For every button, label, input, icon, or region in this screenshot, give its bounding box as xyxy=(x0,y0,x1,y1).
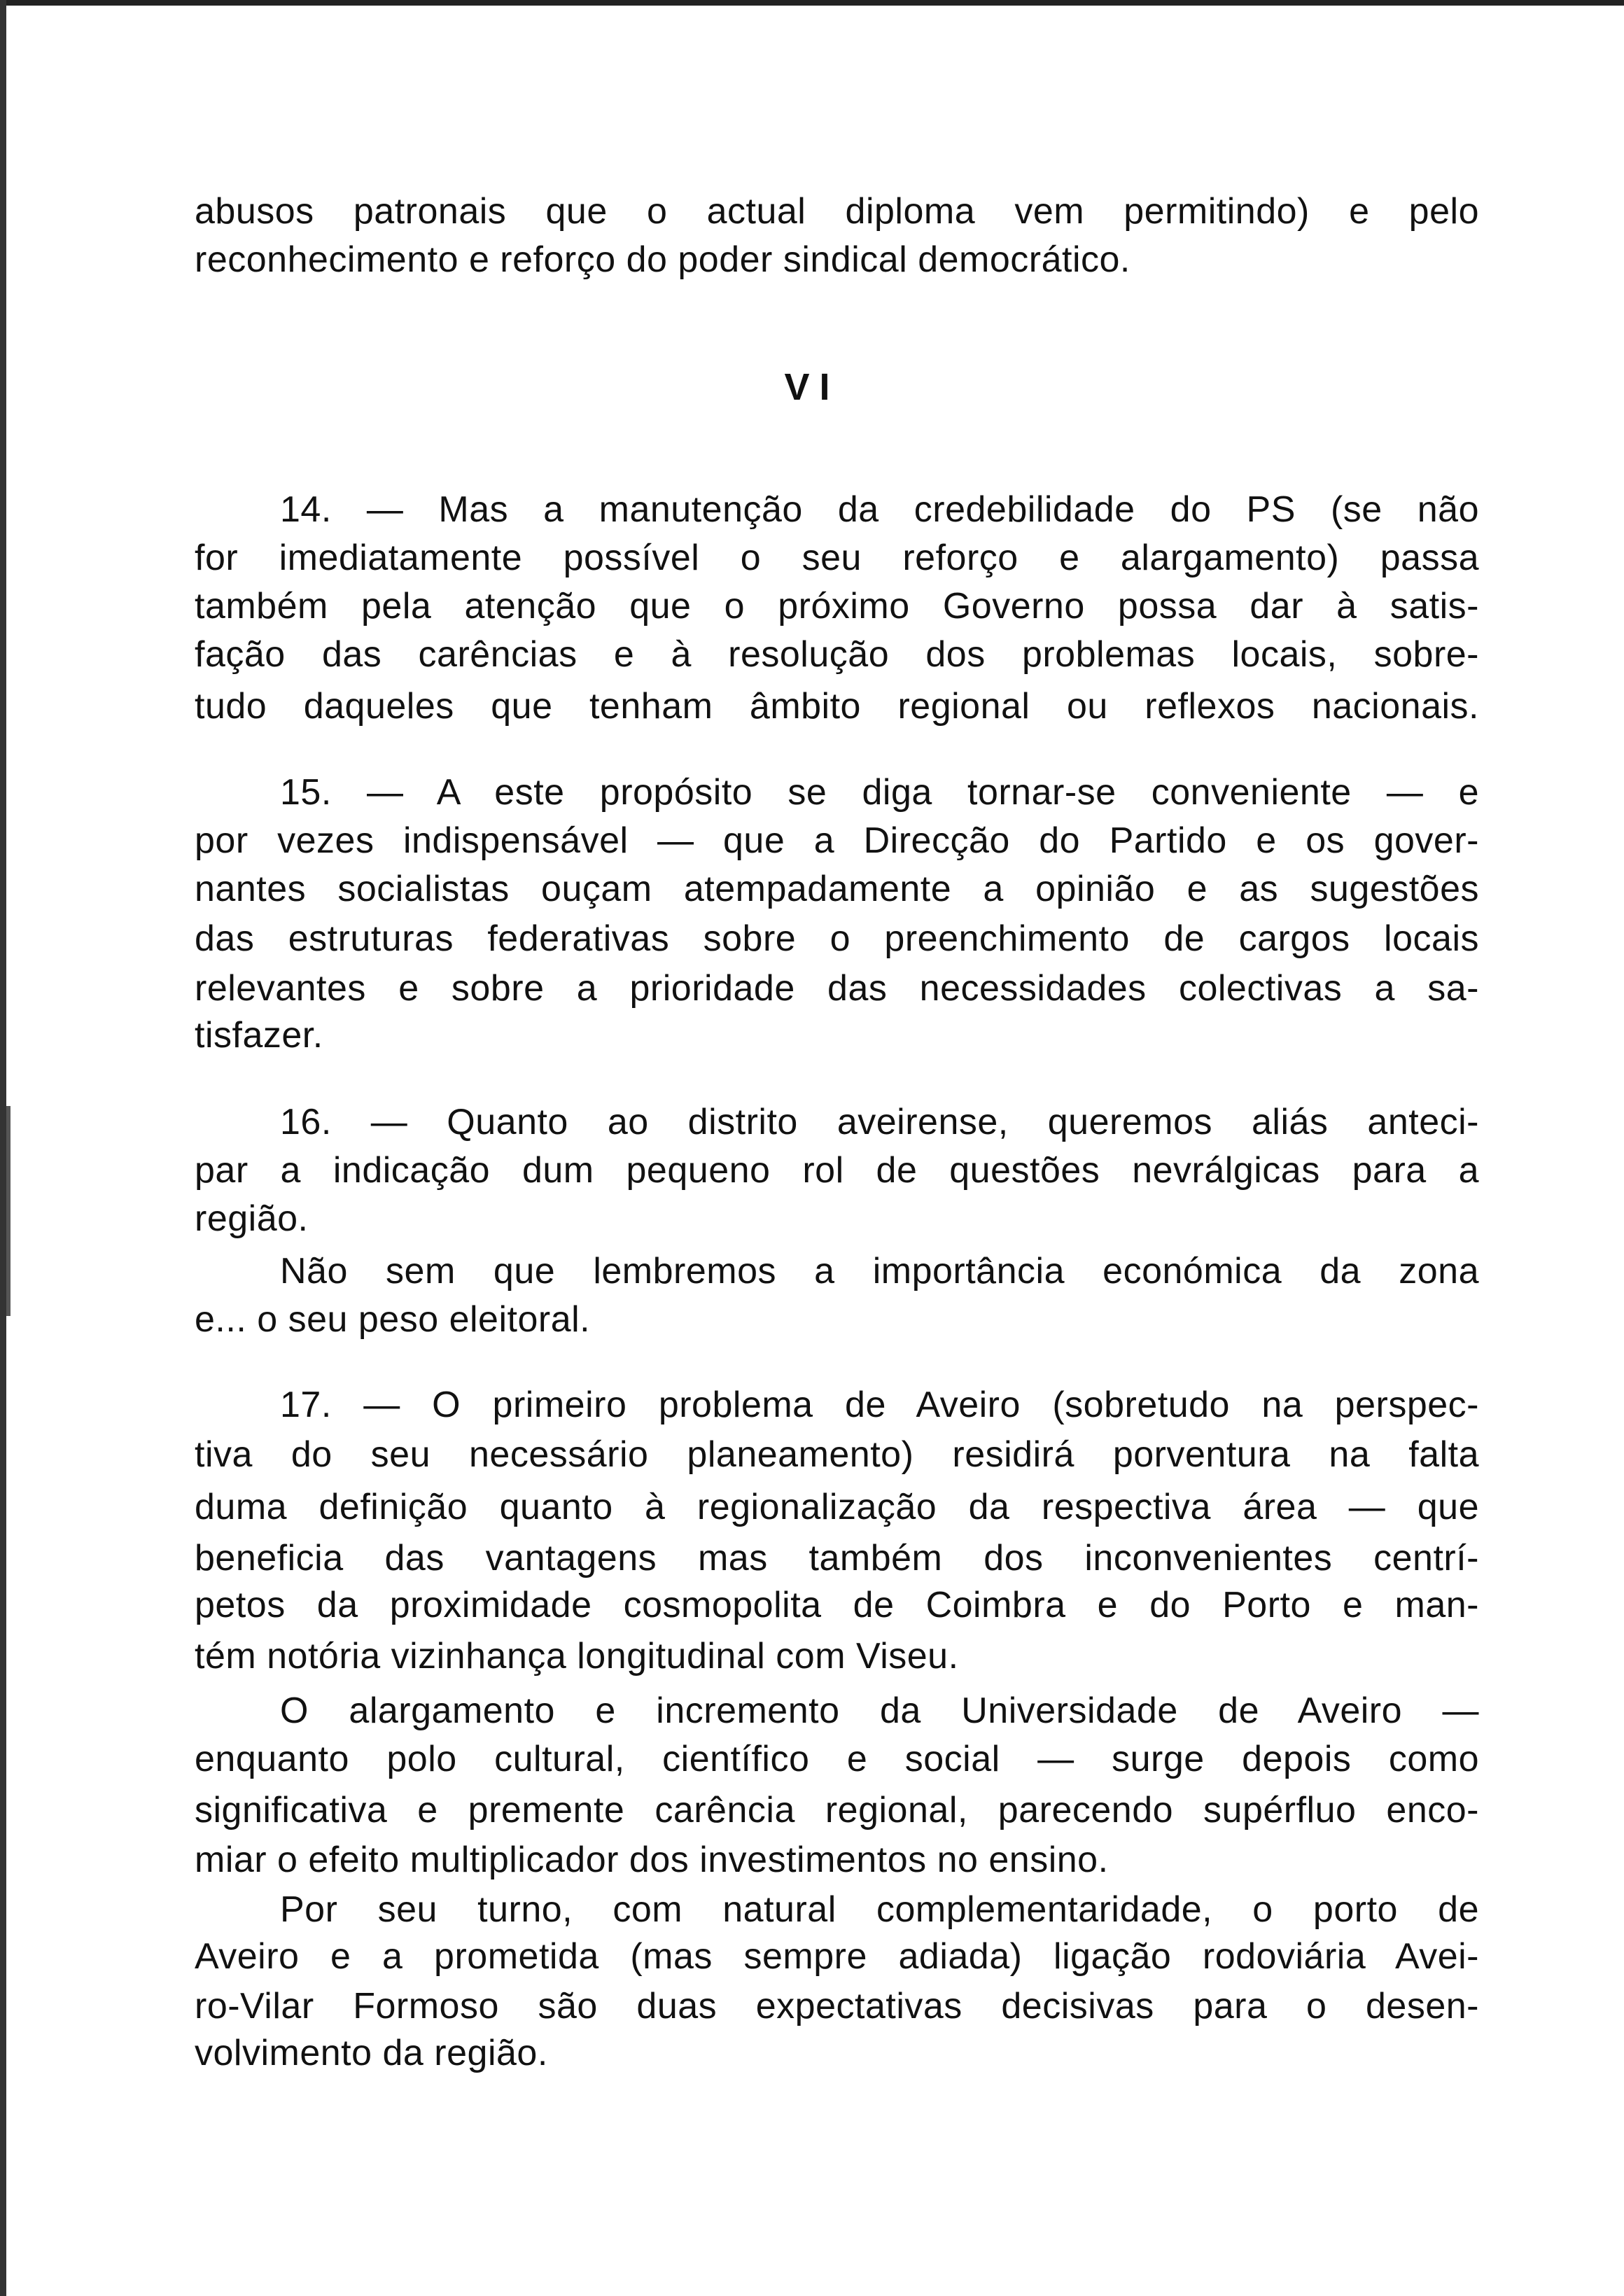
section-heading: VI xyxy=(784,366,840,408)
text-line: reconhecimento e reforço do poder sindical democrático. xyxy=(195,239,1130,280)
text-line: for imediatamente possível o seu reforço e alargamento) passa xyxy=(195,538,1479,578)
text-line: 17. — O primeiro problema de Aveiro (sobretudo na perspec- xyxy=(280,1385,1479,1425)
text-line: duma definição quanto à regionalização da respectiva área — que xyxy=(195,1487,1479,1527)
scan-edge-mark xyxy=(6,1106,10,1316)
text-line: também pela atenção que o próximo Governo possa dar à satis- xyxy=(195,586,1479,626)
scan-edge-top xyxy=(0,0,1624,6)
text-line: Não sem que lembremos a importância económica da zona xyxy=(280,1251,1479,1292)
text-line: 16. — Quanto ao distrito aveirense, queremos aliás anteci- xyxy=(280,1102,1479,1142)
text-line: tém notória vizinhança longitudinal com Viseu. xyxy=(195,1636,959,1676)
text-line: O alargamento e incremento da Universidade de Aveiro — xyxy=(280,1690,1479,1731)
text-line: tiva do seu necessário planeamento) residirá porventura na falta xyxy=(195,1434,1479,1475)
text-line: miar o efeito multiplicador dos investimentos no ensino. xyxy=(195,1840,1109,1880)
text-line: por vezes indispensável — que a Direcção do Partido e os gover- xyxy=(195,820,1479,861)
text-line: tudo daqueles que tenham âmbito regional ou reflexos nacionais. xyxy=(195,686,1479,727)
text-line: região. xyxy=(195,1198,309,1239)
text-line: Por seu turno, com natural complementaridade, o porto de xyxy=(280,1889,1479,1930)
text-line: 15. — A este propósito se diga tornar-se conveniente — e xyxy=(280,772,1479,813)
text-line: relevantes e sobre a prioridade das necessidades colectivas a sa- xyxy=(195,968,1479,1009)
text-line: ro-Vilar Formoso são duas expectativas decisivas para o desen- xyxy=(195,1986,1479,2026)
text-line: beneficia das vantagens mas também dos inconvenientes centrí- xyxy=(195,1538,1479,1578)
text-line: significativa e premente carência regional, parecendo supérfluo enco- xyxy=(195,1790,1479,1830)
text-line: nantes socialistas ouçam atempadamente a opinião e as sugestões xyxy=(195,869,1479,909)
text-line: fação das carências e à resolução dos problemas locais, sobre- xyxy=(195,634,1479,675)
text-line: das estruturas federativas sobre o preenchimento de cargos locais xyxy=(195,918,1479,959)
text-line: 14. — Mas a manutenção da credebilidade do PS (se não xyxy=(280,489,1479,530)
text-line: Aveiro e a prometida (mas sempre adiada) ligação rodoviária Avei- xyxy=(195,1936,1479,1977)
text-line: par a indicação dum pequeno rol de questões nevrálgicas para a xyxy=(195,1150,1479,1191)
text-line: abusos patronais que o actual diploma vem permitindo) e pelo xyxy=(195,191,1479,232)
text-line: petos da proximidade cosmopolita de Coimbra e do Porto e man- xyxy=(195,1585,1479,1625)
text-line: enquanto polo cultural, científico e social — surge depois como xyxy=(195,1739,1479,1779)
text-line: e... o seu peso eleitoral. xyxy=(195,1299,591,1340)
text-line: volvimento da região. xyxy=(195,2033,548,2073)
scan-edge-left xyxy=(0,0,6,2296)
text-line: tisfazer. xyxy=(195,1015,323,1056)
